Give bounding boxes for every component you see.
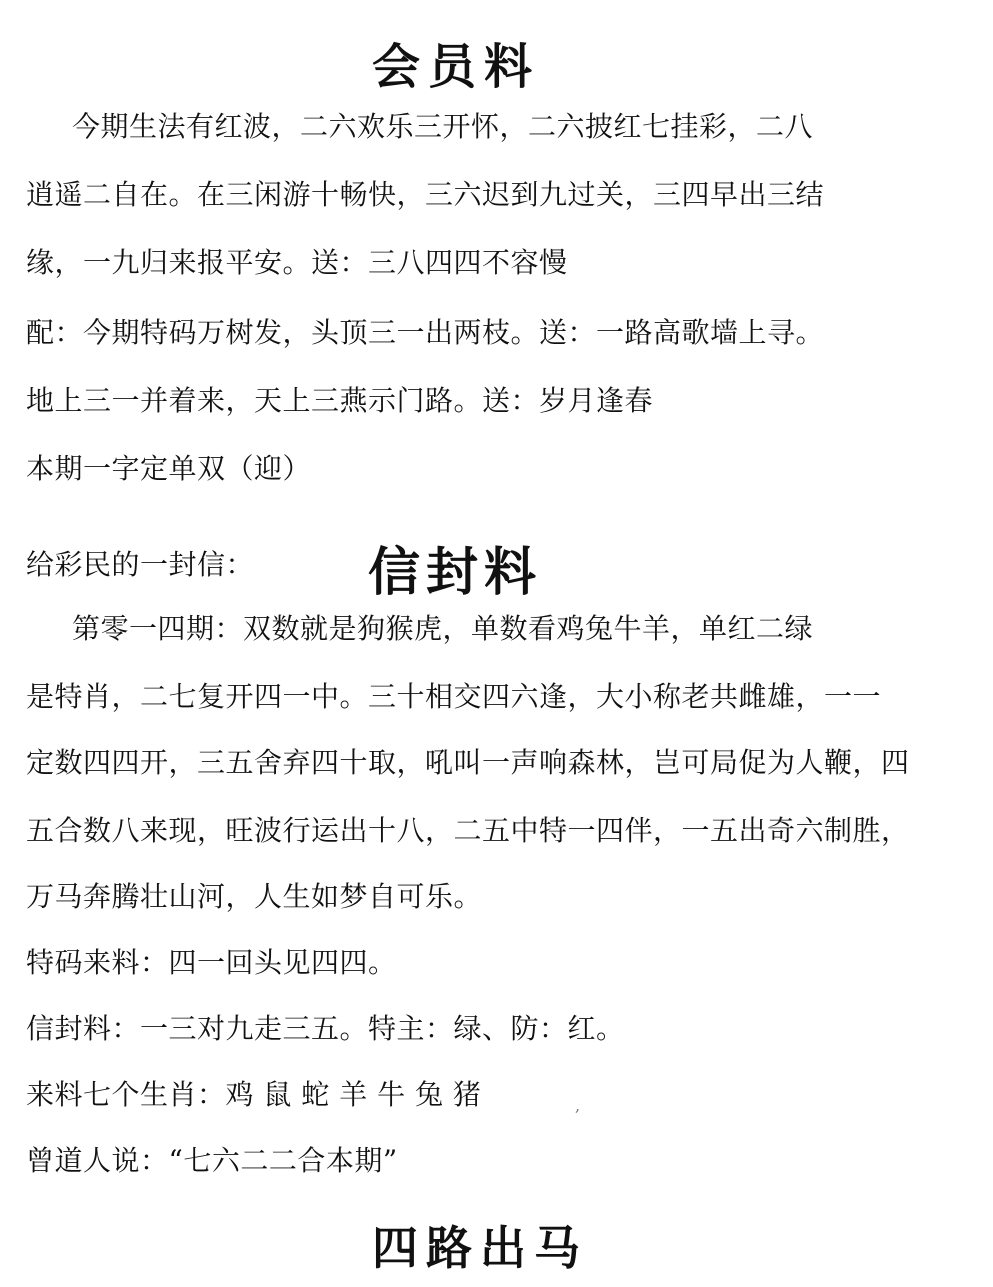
envelope-line-7: 信封料：一三对九走三五。特主：绿、防：红。 [26,1012,625,1045]
envelope-line-2: 是特肖，二七复开四一中。三十相交四六逢，大小称老共雌雄，一一 [26,680,882,713]
scan-mark: , [575,1096,581,1115]
envelope-line-4: 五合数八来现，旺波行运出十八，二五中特一四伴，一五出奇六制胜， [26,814,910,847]
envelope-material-title: 信封料 [368,543,543,603]
member-line-6: 本期一字定单双（迎） [26,452,312,485]
member-line-5: 地上三一并着来，天上三燕示门路。送：岁月逢春 [26,384,654,417]
envelope-line-6: 特码来料：四一回头见四四。 [26,946,397,979]
envelope-line-8: 来料七个生肖：鸡 鼠 蛇 羊 牛 兔 猪 [26,1078,482,1111]
envelope-line-5: 万马奔腾壮山河，人生如梦自可乐。 [26,880,483,913]
four-way-title: 四路出马 [372,1221,588,1275]
letter-intro: 给彩民的一封信： [26,548,255,581]
member-line-4: 配：今期特码万树发，头顶三一出两枝。送：一路高歌墙上寻。 [26,316,825,349]
member-line-1: 今期生法有红波，二六欢乐三开怀，二六披红七挂彩，二八 [72,110,814,143]
member-line-2: 逍遥二自在。在三闲游十畅快，三六迟到九过关，三四早出三结 [26,178,825,211]
member-line-3: 缘，一九归来报平安。送：三八四四不容慢 [26,246,568,279]
envelope-line-3: 定数四四开，三五舍弃四十取，吼叫一声响森林，岂可局促为人鞭，四 [26,746,910,779]
member-material-title: 会员料 [372,39,541,95]
envelope-line-9: 曾道人说：“七六二二合本期” [26,1144,398,1177]
envelope-line-1: 第零一四期：双数就是狗猴虎，单数看鸡兔牛羊，单红二绿 [72,612,814,645]
